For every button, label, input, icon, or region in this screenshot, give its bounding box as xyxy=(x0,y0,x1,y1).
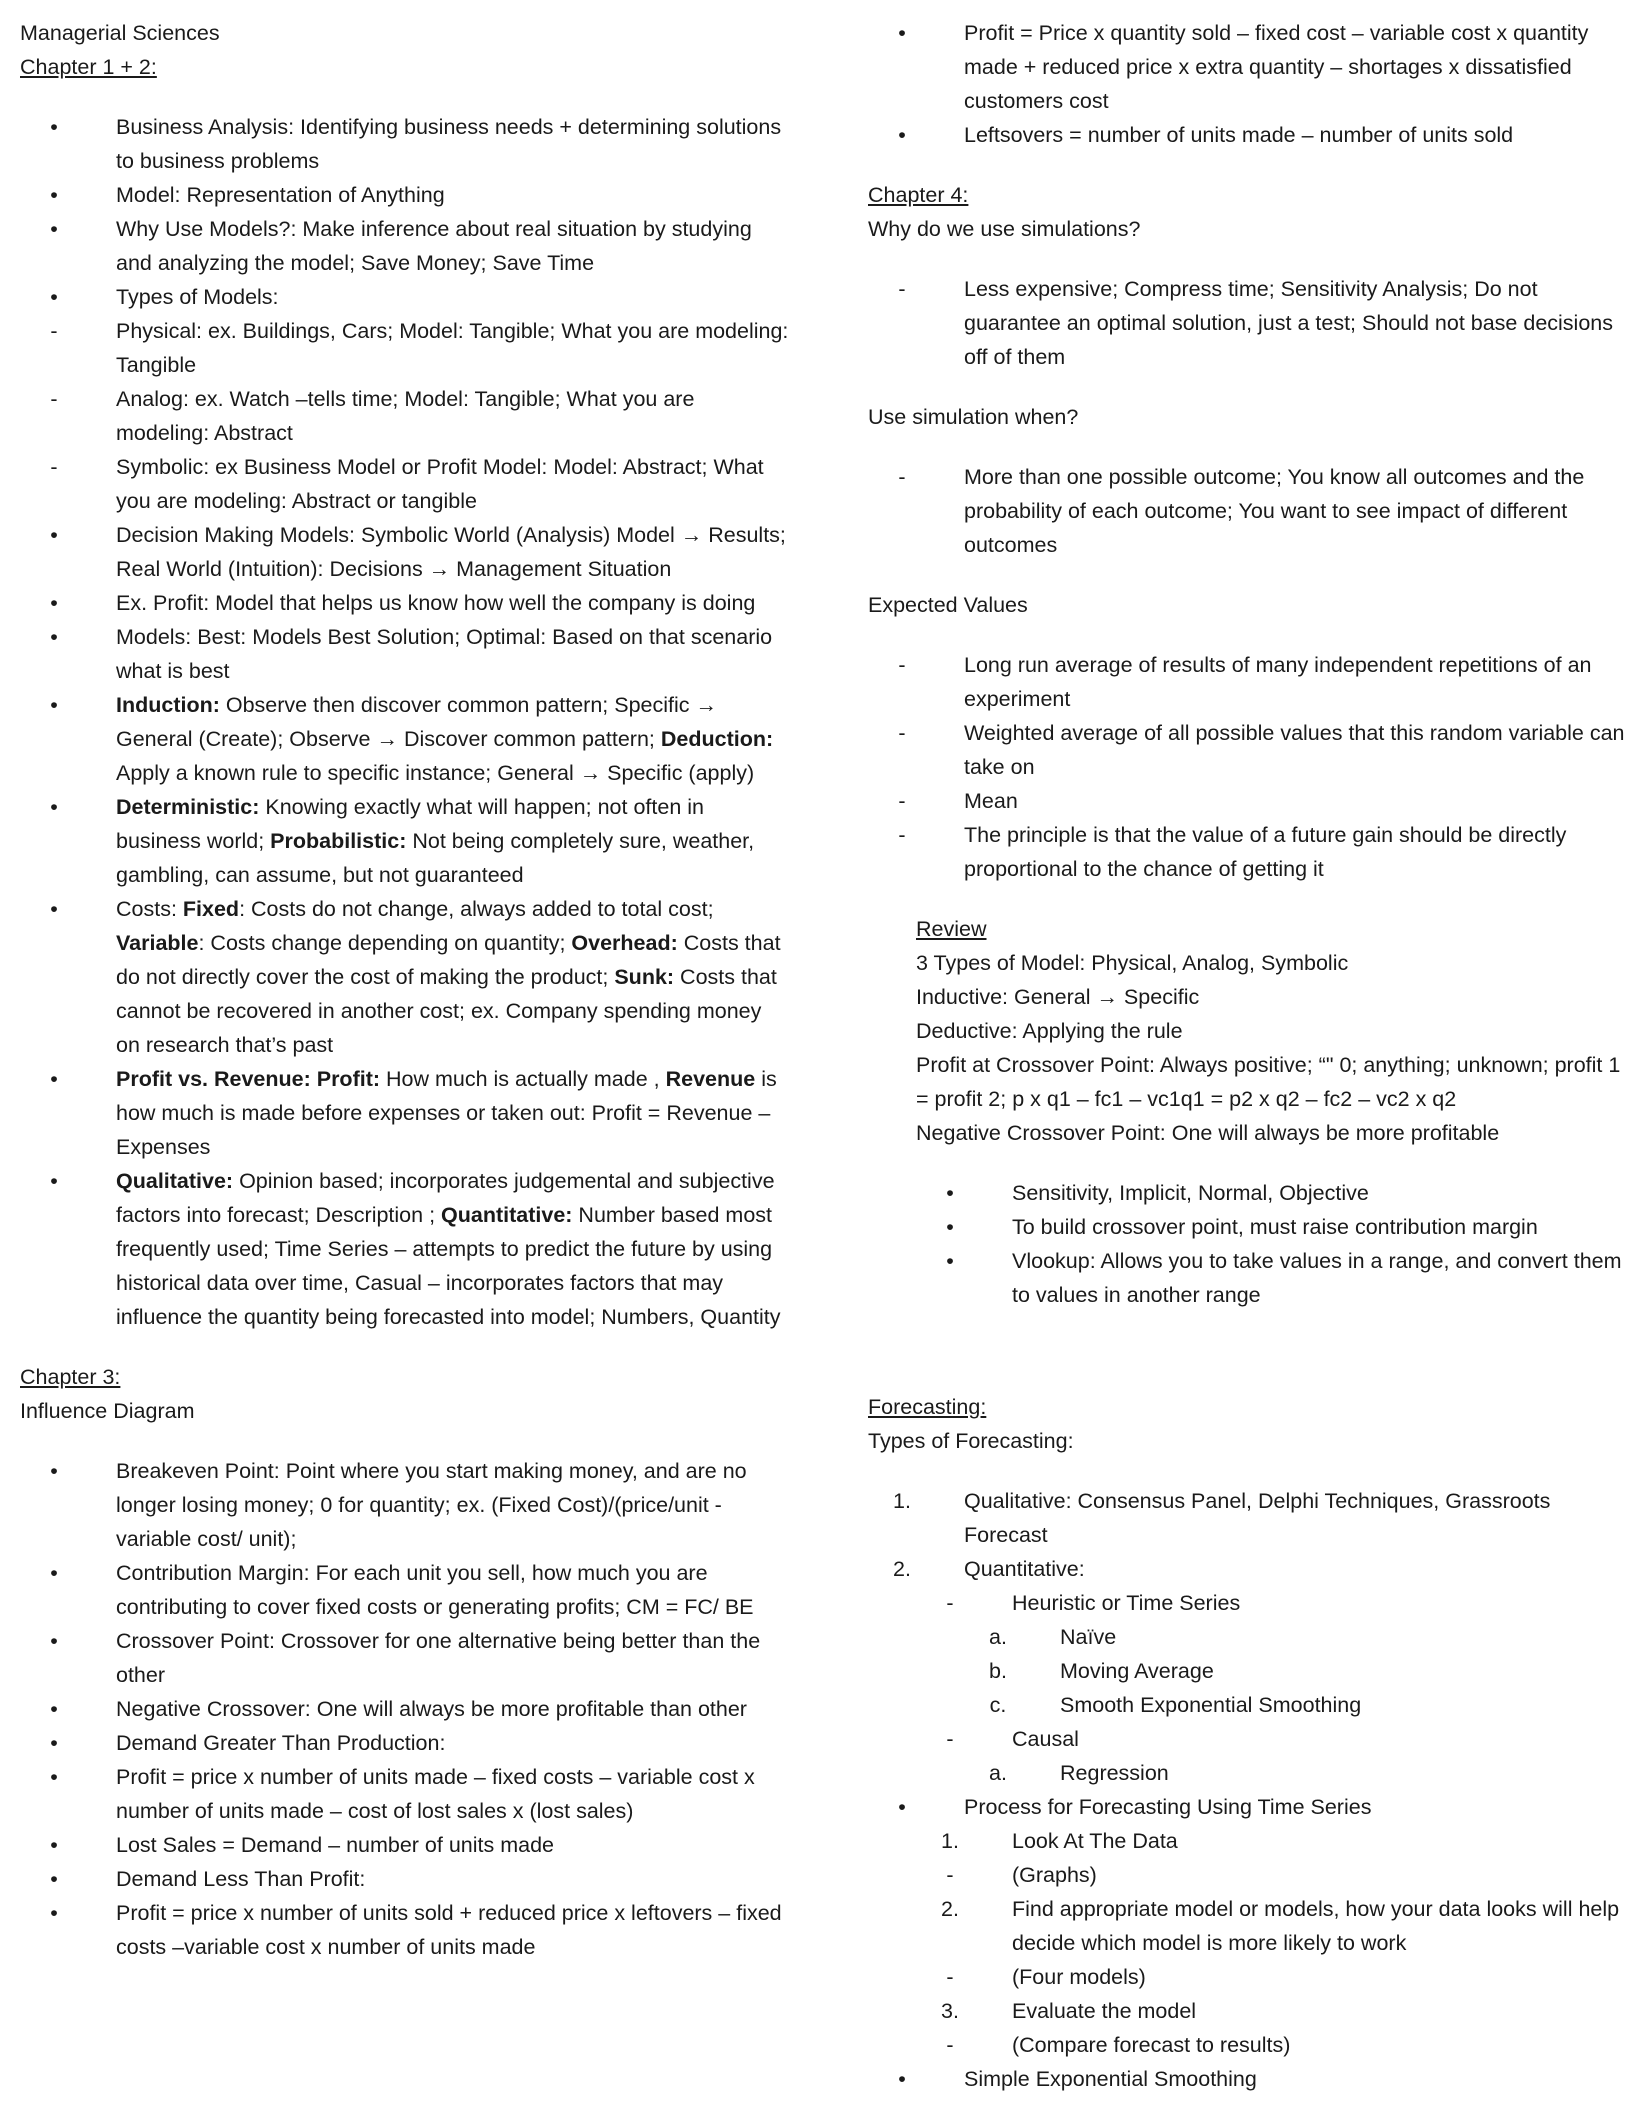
list-item: • Negative Crossover: One will always be more profitable than other xyxy=(20,1692,790,1726)
list-item: • Profit vs. Revenue: Profit: How much is actually made , Revenue is how much is made before expenses or taken out: Profit = Revenue – Expenses xyxy=(20,1062,790,1164)
review-line: 3 Types of Model: Physical, Analog, Symbolic xyxy=(916,951,1349,975)
dash-marker: - xyxy=(50,387,58,411)
bullet-marker: • xyxy=(898,21,906,45)
dash-marker: - xyxy=(898,277,906,301)
why-simulations-question: Why do we use simulations? xyxy=(868,217,1141,241)
list-item: - Mean xyxy=(868,784,1628,818)
influence-diagram-label: Influence Diagram xyxy=(20,1399,195,1423)
list-marker: - xyxy=(946,2033,954,2057)
list-item: - Less expensive; Compress time; Sensitivity Analysis; Do not guarantee an optimal solution, just a test; Should not base decisions off of them xyxy=(868,272,1628,374)
list-item-text: Quantitative: xyxy=(964,1557,1085,1581)
list-item xyxy=(868,1552,1628,1586)
dash-marker: - xyxy=(898,823,906,847)
dash-marker: - xyxy=(898,465,906,489)
bullet-marker: • xyxy=(50,183,58,207)
list-item-text: Look At The Data xyxy=(1012,1829,1178,1853)
list-item: - Physical: ex. Buildings, Cars; Model: Tangible; What you are modeling: Tangible xyxy=(20,314,790,382)
list-item xyxy=(868,1586,1628,1620)
list-marker: 1. xyxy=(893,1489,911,1513)
forecasting-list xyxy=(868,1484,1628,2096)
bullet-marker: • xyxy=(50,1169,58,1193)
forecasting-heading: Forecasting: xyxy=(868,1395,987,1419)
list-marker: c. xyxy=(989,1693,1007,1717)
review-heading: Review xyxy=(916,917,987,941)
dash-marker: - xyxy=(898,721,906,745)
list-marker: • xyxy=(898,1795,906,1819)
bullet-marker: • xyxy=(50,1765,58,1789)
bullet-marker: • xyxy=(50,1697,58,1721)
list-item: • Business Analysis: Identifying business needs + determining solutions to business problems xyxy=(20,110,790,178)
list-item xyxy=(868,1722,1628,1756)
list-item: • Models: Best: Models Best Solution; Optimal: Based on that scenario what is best xyxy=(20,620,790,688)
bullet-marker: • xyxy=(50,897,58,921)
bullet-marker: • xyxy=(946,1249,954,1273)
list-item: • Profit = Price x quantity sold – fixed cost – variable cost x quantity made + reduced price x extra quantity – shortages x dissatisfied customers cost xyxy=(868,16,1628,118)
list-marker: 3. xyxy=(941,1999,959,2023)
bullet-marker: • xyxy=(898,123,906,147)
use-simulation-list xyxy=(868,460,1628,562)
list-item-text: Evaluate the model xyxy=(1012,1999,1197,2023)
list-item-text: Regression xyxy=(1060,1761,1169,1785)
list-item-text: Process for Forecasting Using Time Series xyxy=(964,1795,1372,1819)
review-line: Deductive: Applying the rule xyxy=(916,1019,1183,1043)
list-item: • Profit = price x number of units made – fixed costs – variable cost x number of units made – cost of lost sales x (lost sales) xyxy=(20,1760,790,1828)
list-item: • Deterministic: Knowing exactly what will happen; not often in business world; Probabilistic: Not being completely sure, weather, gambling, can assume, but not guaranteed xyxy=(20,790,790,892)
list-item: • Costs: Fixed: Costs do not change, always added to total cost; Variable: Costs change depending on quantity; Overhead: Costs that do not directly cover the cost of making the product; Sunk: Costs that cannot be recovered in another cost; ex. Company spending money on research that’s past xyxy=(20,892,790,1062)
list-item: • Demand Greater Than Production: xyxy=(20,1726,790,1760)
list-item-text: (Graphs) xyxy=(1012,1863,1097,1887)
list-marker: • xyxy=(898,2067,906,2091)
list-marker: - xyxy=(946,1863,954,1887)
left-column xyxy=(20,16,790,1964)
list-item: - Symbolic: ex Business Model or Profit Model: Model: Abstract; What you are modeling: Abstract or tangible xyxy=(20,450,790,518)
list-item xyxy=(868,1484,1628,1552)
review-line: Inductive: General → Specific xyxy=(916,985,1200,1009)
list-marker: - xyxy=(946,1965,954,1989)
list-item-text: Heuristic or Time Series xyxy=(1012,1591,1241,1615)
list-item: - Long run average of results of many independent repetitions of an experiment xyxy=(868,648,1628,716)
list-item: • Breakeven Point: Point where you start making money, and are no longer losing money; 0 for quantity; ex. (Fixed Cost)/(price/unit - variable cost/ unit); xyxy=(20,1454,790,1556)
list-item: • To build crossover point, must raise contribution margin xyxy=(868,1210,1628,1244)
list-marker: a. xyxy=(989,1761,1007,1785)
bullet-marker: • xyxy=(50,217,58,241)
chapter-4-heading: Chapter 4: xyxy=(868,183,969,207)
dash-marker: - xyxy=(898,789,906,813)
chapter-3-heading: Chapter 3: xyxy=(20,1365,121,1389)
list-item: • Crossover Point: Crossover for one alternative being better than the other xyxy=(20,1624,790,1692)
list-item: • Lost Sales = Demand – number of units made xyxy=(20,1828,790,1862)
bullet-marker: • xyxy=(50,1731,58,1755)
list-item: • Decision Making Models: Symbolic World (Analysis) Model → Results; Real World (Intuition): Decisions → Management Situation xyxy=(20,518,790,586)
list-item xyxy=(868,1960,1628,1994)
list-item-text: (Four models) xyxy=(1012,1965,1146,1989)
bullet-marker: • xyxy=(50,1867,58,1891)
review-bullet-list xyxy=(868,1176,1628,1312)
list-marker: - xyxy=(946,1727,954,1751)
bullet-marker: • xyxy=(50,591,58,615)
bullet-marker: • xyxy=(50,1901,58,1925)
dash-marker: - xyxy=(50,455,58,479)
bullet-marker: • xyxy=(50,115,58,139)
expected-values-heading: Expected Values xyxy=(868,593,1028,617)
list-item: • Why Use Models?: Make inference about real situation by studying and analyzing the model; Save Money; Save Time xyxy=(20,212,790,280)
list-item-text: Simple Exponential Smoothing xyxy=(964,2067,1257,2091)
list-marker: - xyxy=(946,1591,954,1615)
list-marker: 1. xyxy=(941,1829,959,1853)
use-simulation-question: Use simulation when? xyxy=(868,405,1079,429)
bullet-marker: • xyxy=(50,523,58,547)
list-item-text: Naïve xyxy=(1060,1625,1117,1649)
list-item xyxy=(868,1790,1628,1824)
review-section xyxy=(868,912,1628,1150)
list-item xyxy=(868,2062,1628,2096)
list-item xyxy=(868,1892,1628,1960)
bullet-marker: • xyxy=(50,285,58,309)
list-marker: b. xyxy=(989,1659,1007,1683)
list-item-text: Qualitative: Consensus Panel, Delphi Techniques, Grassroots Forecast xyxy=(964,1489,1551,1547)
dash-marker: - xyxy=(50,319,58,343)
list-item-text: Smooth Exponential Smoothing xyxy=(1060,1693,1362,1717)
list-item xyxy=(868,1994,1628,2028)
list-item: • Sensitivity, Implicit, Normal, Objective xyxy=(868,1176,1628,1210)
right-column xyxy=(868,16,1628,2096)
review-line: Profit at Crossover Point: Always positive; “" 0; anything; unknown; profit 1 = profit 2; p x q1 – fc1 – vc1q1 = p2 x q2 – fc2 – vc2 x q2 xyxy=(916,1053,1621,1111)
list-item xyxy=(868,1688,1628,1722)
list-item xyxy=(868,1824,1628,1858)
list-item-text: Find appropriate model or models, how your data looks will help decide which model is more likely to work xyxy=(1012,1897,1620,1955)
types-of-forecasting-label: Types of Forecasting: xyxy=(868,1429,1074,1453)
chapter-3-continued-list xyxy=(868,16,1628,152)
list-item: - More than one possible outcome; You know all outcomes and the probability of each outcome; You want to see impact of different outcomes xyxy=(868,460,1628,562)
list-marker: a. xyxy=(989,1625,1007,1649)
list-item-text: Causal xyxy=(1012,1727,1079,1751)
list-item xyxy=(868,1858,1628,1892)
list-item: - Weighted average of all possible values that this random variable can take on xyxy=(868,716,1628,784)
list-item: • Induction: Observe then discover common pattern; Specific → General (Create); Observe → Discover common pattern; Deduction: Apply a known rule to specific instance; General → Specific (apply) xyxy=(20,688,790,790)
list-marker: 2. xyxy=(941,1897,959,1921)
dash-marker: - xyxy=(898,653,906,677)
list-item: • Leftsovers = number of units made – number of units sold xyxy=(868,118,1628,152)
list-item xyxy=(868,1654,1628,1688)
expected-values-list xyxy=(868,648,1628,886)
bullet-marker: • xyxy=(50,1561,58,1585)
review-line: Negative Crossover Point: One will always be more profitable xyxy=(916,1121,1500,1145)
bullet-marker: • xyxy=(50,795,58,819)
list-item: - The principle is that the value of a future gain should be directly proportional to the chance of getting it xyxy=(868,818,1628,886)
bullet-marker: • xyxy=(50,1629,58,1653)
bullet-marker: • xyxy=(946,1181,954,1205)
list-item xyxy=(868,1620,1628,1654)
bullet-marker: • xyxy=(50,1833,58,1857)
list-item: • Contribution Margin: For each unit you sell, how much you are contributing to cover fixed costs or generating profits; CM = FC/ BE xyxy=(20,1556,790,1624)
bullet-marker: • xyxy=(946,1215,954,1239)
list-item: • Vlookup: Allows you to take values in a range, and convert them to values in another range xyxy=(868,1244,1628,1312)
list-item: • Qualitative: Opinion based; incorporates judgemental and subjective factors into forecast; Description ; Quantitative: Number based most frequently used; Time Series – attempts to predict the future by using historical data over time, Casual – incorporates factors that may influence the quantity being forecasted into model; Numbers, Quantity xyxy=(20,1164,790,1334)
chapter-3-list xyxy=(20,1454,790,1964)
list-item xyxy=(868,1756,1628,1790)
list-item: • Profit = price x number of units sold + reduced price x leftovers – fixed costs –variable cost x number of units made xyxy=(20,1896,790,1964)
chapter-1-2-list xyxy=(20,110,790,1334)
bullet-marker: • xyxy=(50,625,58,649)
list-item: • Ex. Profit: Model that helps us know how well the company is doing xyxy=(20,586,790,620)
list-item: • Types of Models: xyxy=(20,280,790,314)
list-item: • Model: Representation of Anything xyxy=(20,178,790,212)
list-marker: 2. xyxy=(893,1557,911,1581)
list-item-text: (Compare forecast to results) xyxy=(1012,2033,1291,2057)
list-item: • Demand Less Than Profit: xyxy=(20,1862,790,1896)
bullet-marker: • xyxy=(50,1459,58,1483)
document-title: Managerial Sciences xyxy=(20,21,220,45)
bullet-marker: • xyxy=(50,1067,58,1091)
list-item: - Analog: ex. Watch –tells time; Model: Tangible; What you are modeling: Abstract xyxy=(20,382,790,450)
why-simulations-list xyxy=(868,272,1628,374)
list-item-text: Moving Average xyxy=(1060,1659,1214,1683)
list-item xyxy=(868,2028,1628,2062)
chapter-1-2-heading: Chapter 1 + 2: xyxy=(20,55,157,79)
bullet-marker: • xyxy=(50,693,58,717)
